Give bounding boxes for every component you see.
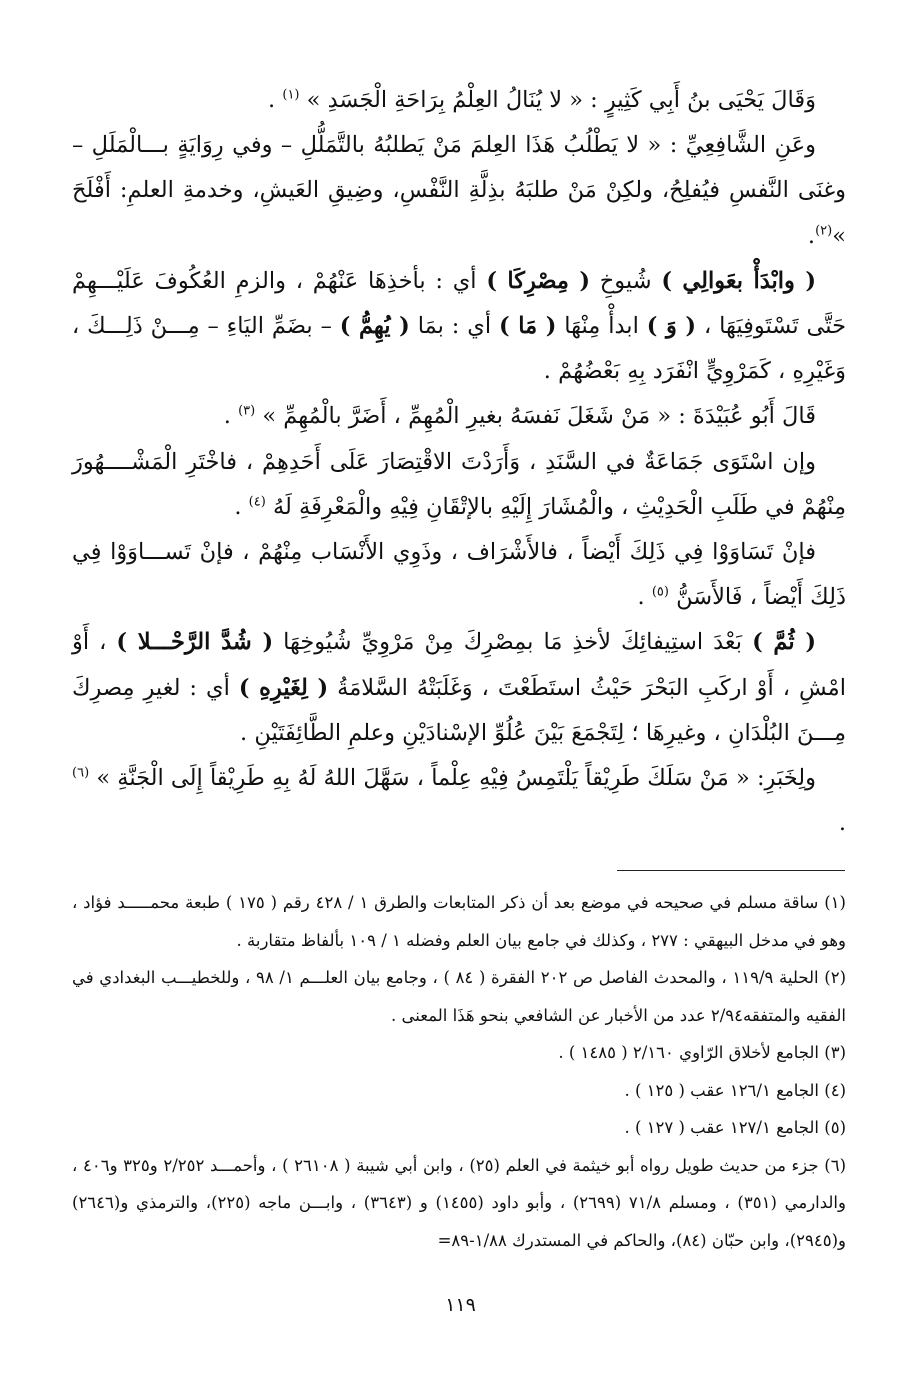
verse-term-lighayrih: ( لِغَيْرِهِ ) xyxy=(238,674,329,701)
quote-yahya: وَقَالَ يَحْيَى بنُ أَبِي كَثِيرٍ : « لا يُنَالُ العِلْمُ بِرَاحَةِ الْجَسَدِ » xyxy=(306,87,816,113)
quote-shafii: وعَنِ الشَّافِعِيِّ : « لا يَطْلُبُ هَذَا العِلمَ مَنْ يَطلبُهُ بالتَّمَلُّلِ – وفي رِوَايَةٍ بـــالْمَلَلِ – وغنَى النَّفسِ فيُفلِحُ، ولكِنْ مَنْ طلبَهُ بذِلَّةِ النَّفْسِ، وضِيقِ العَيشِ، وخدمةِ العلمِ: أَفْلَحَ » xyxy=(72,132,846,249)
paragraph-yahya xyxy=(72,78,846,123)
footnote-ref-3: (٣) xyxy=(238,403,256,419)
verse-term-yuhim: ( يُهِمُّ ) xyxy=(339,313,410,340)
commentary-text: أي : بمَا xyxy=(409,313,499,340)
footnote-2: (٢) الحلية ١١٩/٩ ، والمحدث الفاصل ص ٢٠٢ الفقرة ( ٨٤ ) ، وجامع بيان العلـــم ١/ ٩٨ ، وللخطيـــب البغدادي في الفقيه والمتفقه٢/٩٤ عدد من الأخبار عن الشافعي بنحو هَذَا المعنى . xyxy=(72,968,847,1025)
paragraph-end: . xyxy=(838,810,846,837)
commentary-text: بَعْدَ استِيفائِكَ لأخذِ مَا بمِصْرِكَ مِنْ مَرْوِيِّ شُيُوخِهَا xyxy=(273,629,753,656)
verse-term-awali: ( وابْدَأْ بعَوالِي ) xyxy=(661,267,816,294)
verse-term-waw: ( وَ ) xyxy=(646,313,697,340)
footnote-5: (٥) الجامع ١٢٧/١ عقب ( ١٢٧ ) . xyxy=(624,1118,846,1137)
commentary-text: أي : لغيرِ مِصرِكَ مِـــنَ البُلْدَانِ ، وغيرِهَا ؛ لِتَجْمَعَ بَيْنَ عُلُوِّ الإسْنادَيْنِ وعلمِ الطَّائِفَتَيْنِ . xyxy=(72,674,846,746)
footnote-6: (٦) جزء من حديث طويل رواه أبو خيثمة في العلم (٢٥) ، وابن أبي شيبة ( ٢٦١٠٨ ) ، وأحمـــد ٢/٢٥٢ و٣٢٥ و٤٠٦ ، والدارمي (٣٥١) ، ومسلم ٧١/٨ (٢٦٩٩) ، وأبو داود (١٤٥٥) و (٣٦٤٣) ، وابـــن ماجه (٢٢٥)، والترمذي و(٢٦٤٦) و(٢٩٤٥)، وابن حبّان (٨٤)، والحاكم في المستدرك ١/٨٨-٨٩= xyxy=(72,1155,847,1250)
paragraph-end: . xyxy=(223,403,239,430)
verse-term-thumma: ( ثُمَّ ) xyxy=(752,629,816,656)
footnote-ref-1: (١) xyxy=(282,87,300,103)
verse-term-misrika: ( مِصْرِكَا ) xyxy=(486,267,591,294)
paragraph-end: . xyxy=(268,87,283,113)
paragraph-ashraf xyxy=(72,530,846,620)
main-text xyxy=(72,78,846,846)
footnote-ref-6: (٦) xyxy=(72,765,90,781)
paragraph-hadith xyxy=(72,756,846,846)
commentary-text: – بضَمِّ اليَاءِ – مِـــنْ ذَلِـــكَ ، وَغَيْرِهِ ، كَمَرْوِيٍّ انْفَرَد بِهِ بَعْضُهُمْ . xyxy=(72,313,846,385)
commentary-text: أي : بأخذِهَا عَنْهُمْ ، والزمِ العُكُوفَ عَلَيْـــهِمْ حَتَّى تَسْتَوفِيَهَا ، xyxy=(72,267,846,340)
footnotes xyxy=(72,884,846,1259)
paragraph-rihla xyxy=(72,620,846,756)
paragraph-abu-ubayda xyxy=(72,394,846,439)
commentary-text: ابدأْ مِنْهَا xyxy=(556,313,647,340)
footnote-ref-2: (٢) xyxy=(815,223,833,239)
verse-term-shudd: ( شُدَّ الرَّحْـــلا ) xyxy=(116,629,274,656)
verse-term-ma: ( مَا ) xyxy=(499,313,557,340)
footnote-3: (٣) الجامع لأخلاق الرّاوي ٢/١٦٠ ( ١٤٨٥ ) . xyxy=(558,1043,846,1062)
footnote-separator xyxy=(617,870,845,871)
paragraph-end: . xyxy=(637,584,652,611)
paragraph-end: . xyxy=(234,493,249,520)
paragraph-awali xyxy=(72,259,846,395)
footnote-4: (٤) الجامع ١٢٦/١ عقب ( ١٢٥ ) . xyxy=(624,1080,846,1100)
ashraf-text: فإنْ تَسَاوَوْا فِي ذَلِكَ أَيْضاً ، فالأَشْرَاف ، وذَوِي الأَنْسَاب مِنْهُمْ ، فإنْ تَســـاوَوْا فِي ذَلِكَ أَيْضاً ، فَالأَسَنُّ xyxy=(72,539,846,611)
footnote-ref-5: (٥) xyxy=(651,584,669,600)
quote-abu-ubayda: قَالَ أَبُو عُبَيْدَةَ : « مَنْ شَغَلَ نَفسَهُ بغيرِ الْمُهِمِّ ، أَضَرَّ بالْمُهِمِّ » xyxy=(262,403,816,430)
paragraph-end: . xyxy=(807,222,816,249)
commentary-text: ، أَوْ امْشِ ، أَوْ اركَبِ البَحْرَ حَيْثُ استَطَعْتَ ، وَغَلَبَتْهُ السَّلامَةُ xyxy=(72,629,846,701)
commentary-text: شُيوخِ xyxy=(590,267,662,294)
quote-hadith: ولِخَبَرِ: « مَنْ سَلَكَ طَرِيْقاً يَلْتَمِسُ فِيْهِ عِلْماً ، سَهَّلَ اللهُ لَهُ بِهِ طَرِيْقاً إِلَى الْجَنَّةِ » xyxy=(96,765,817,792)
paragraph-sanad xyxy=(72,440,846,530)
footnote-1: (١) ساقة مسلم في صحيحه في موضع بعد أن ذكر المتابعات والطرق ١ / ٤٢٨ رقم ( ١٧٥ ) طبعة محمـــــد فؤاد ، وهو في مدخل البيهقي : ٢٧٧ ، وكذلك في جامع بيان العلم وفضله ١ / ١٠٩ بألفاظ متقاربة . xyxy=(72,893,846,950)
paragraph-shafii xyxy=(72,123,846,259)
page-number: ١١٩ xyxy=(445,1294,476,1316)
sanad-text: وإن اسْتَوَى جَمَاعَةٌ في السَّنَدِ ، وَأَرَدْتَ الاقْتِصَارَ عَلَى أَحَدِهِمْ ، فاخْتَرِ الْمَشْــــهُورَ مِنْهُمْ في طَلَبِ الْحَدِيْثِ ، والْمُشَارَ إِلَيْهِ بالإتْقَانِ فِيْهِ والْمَعْرِفَةِ لَهُ xyxy=(72,448,846,520)
footnote-ref-4: (٤) xyxy=(248,494,266,510)
